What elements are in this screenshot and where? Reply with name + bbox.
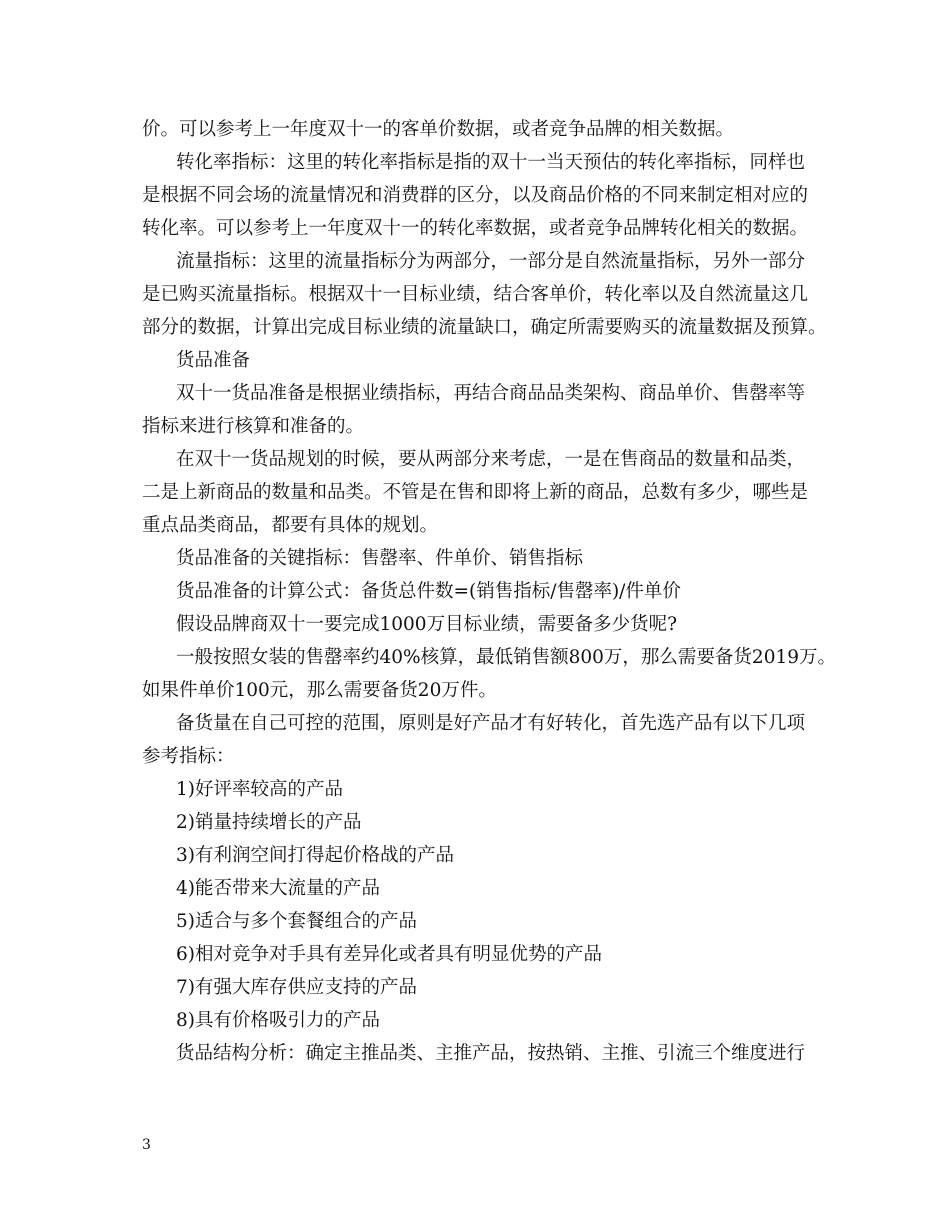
page-number: 3 (142, 1137, 151, 1153)
text-line: 是根据不同会场的流量情况和消费群的区分，以及商品价格的不同来制定相对应的 (142, 185, 809, 206)
text-line: 假设品牌商双十一要完成1000万目标业绩，需要备多少货呢? (176, 614, 678, 635)
text-line: 价。可以参考上一年度双十一的客单价数据，或者竞争品牌的相关数据。 (142, 119, 735, 140)
text-line: 参考指标： (142, 746, 235, 767)
text-line: 在双十一货品规划的时候，要从两部分来考虑，一是在售商品的数量和品类， (176, 449, 806, 470)
text-line: 7)有强大库存供应支持的产品 (176, 977, 417, 998)
text-line: 转化率指标：这里的转化率指标是指的双十一当天预估的转化率指标，同样也 (176, 152, 806, 173)
text-line: 一般按照女装的售罄率约40%核算，最低销售额800万，那么需要备货2019万。 (176, 647, 837, 668)
text-line: 双十一货品准备是根据业绩指标，再结合商品品类架构、商品单价、售罄率等 (176, 383, 806, 404)
text-line: 货品准备的计算公式：备货总件数=(销售指标/售罄率)/件单价 (176, 581, 681, 602)
text-line: 转化率。可以参考上一年度双十一的转化率数据，或者竞争品牌转化相关的数据。 (142, 218, 809, 239)
text-line: 8)具有价格吸引力的产品 (176, 1010, 380, 1031)
text-line: 货品准备 (176, 350, 251, 371)
text-line: 二是上新商品的数量和品类。不管是在售和即将上新的商品，总数有多少，哪些是 (142, 482, 809, 503)
document-body (142, 113, 837, 1070)
text-line: 重点品类商品，都要有具体的规划。 (142, 515, 439, 536)
text-line: 6)相对竞争对手具有差异化或者具有明显优势的产品 (176, 944, 602, 965)
text-line: 部分的数据，计算出完成目标业绩的流量缺口，确定所需要购买的流量数据及预算。 (142, 317, 827, 338)
text-line: 货品结构分析：确定主推品类、主推产品，按热销、主推、引流三个维度进行 (176, 1043, 806, 1064)
text-line: 货品准备的关键指标：售罄率、件单价、销售指标 (176, 548, 584, 569)
text-line: 2)销量持续增长的产品 (176, 812, 362, 833)
text-line: 指标来进行核算和准备的。 (142, 416, 365, 437)
text-line: 是已购买流量指标。根据双十一目标业绩，结合客单价，转化率以及自然流量这几 (142, 284, 809, 305)
text-line: 5)适合与多个套餐组合的产品 (176, 911, 417, 932)
text-line: 4)能否带来大流量的产品 (176, 878, 380, 899)
text-line: 如果件单价100元，那么需要备货20万件。 (142, 680, 497, 701)
text-line: 1)好评率较高的产品 (176, 779, 343, 800)
text-line: 流量指标：这里的流量指标分为两部分，一部分是自然流量指标，另外一部分 (176, 251, 806, 272)
text-line: 3)有利润空间打得起价格战的产品 (176, 845, 454, 866)
text-line: 备货量在自己可控的范围，原则是好产品才有好转化，首先选产品有以下几项 (176, 713, 806, 734)
